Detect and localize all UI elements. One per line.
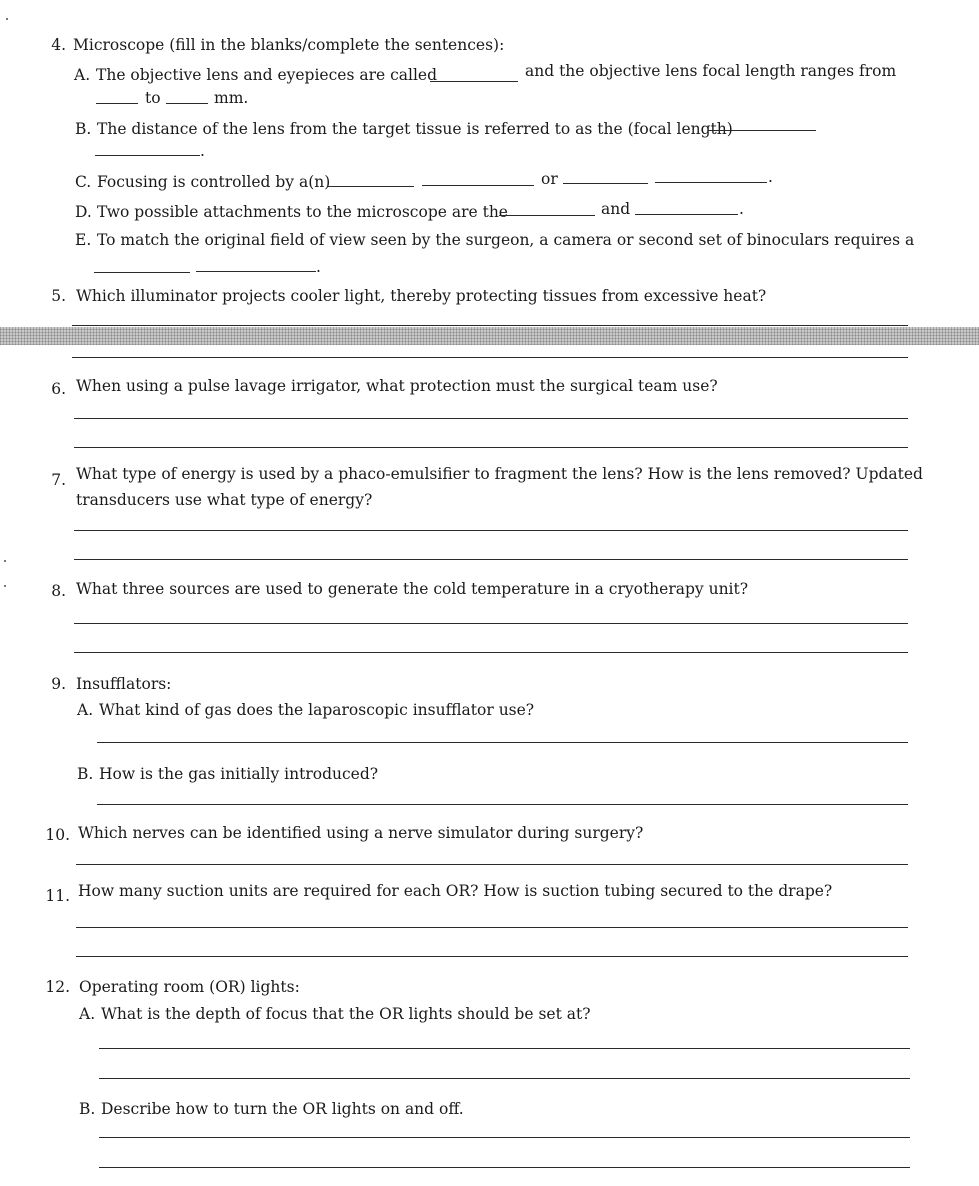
q4c-text: Focusing is controlled by a(n): [97, 173, 331, 191]
q9b-text: How is the gas initially introduced?: [99, 765, 379, 783]
answer-line[interactable]: [74, 559, 908, 560]
q12b-text: Describe how to turn the OR lights on and off.: [101, 1100, 464, 1118]
q4d-blank-2[interactable]: [635, 214, 738, 215]
question-number: 8.: [51, 582, 66, 600]
question-number: 4.: [51, 36, 66, 54]
q9a-text: What kind of gas does the laparoscopic insufflator use?: [99, 701, 535, 719]
answer-line[interactable]: [97, 742, 908, 743]
question-10-text: Which nerves can be identified using a nerve simulator during surgery?: [78, 824, 644, 842]
q12a-text: What is the depth of focus that the OR lights should be set at?: [101, 1005, 591, 1023]
q4d-blank-1[interactable]: [499, 215, 595, 216]
q9a-letter: A.: [77, 701, 94, 719]
q4b-end: .: [200, 142, 205, 160]
q4c-blank-1[interactable]: [328, 186, 414, 187]
q4e-blank-2[interactable]: [196, 271, 316, 272]
scan-artifact-band: [0, 327, 979, 345]
q4c-end: .: [768, 168, 773, 186]
question-number: 9.: [51, 675, 66, 693]
q4e-blank-1[interactable]: [94, 272, 190, 273]
question-number: 11.: [45, 887, 70, 905]
q4c-blank-3[interactable]: [563, 183, 648, 184]
q12a-letter: A.: [79, 1005, 96, 1023]
question-number: 5.: [51, 287, 66, 305]
question-12-title: Operating room (OR) lights:: [79, 978, 300, 996]
answer-line[interactable]: [76, 927, 908, 928]
question-number: 6.: [51, 380, 66, 398]
scan-speck: [4, 585, 6, 587]
answer-line[interactable]: [72, 325, 908, 326]
answer-line[interactable]: [99, 1078, 910, 1079]
q12b-letter: B.: [79, 1100, 96, 1118]
q4a-text-part2: and the objective lens focal length ranges from: [525, 62, 897, 80]
q4a-text-part1: The objective lens and eyepieces are called: [96, 66, 438, 84]
answer-line[interactable]: [74, 418, 908, 419]
q4d-end: .: [739, 200, 744, 218]
question-6-text: When using a pulse lavage irrigator, what protection must the surgical team use?: [76, 377, 718, 395]
q4b-letter: B.: [75, 120, 92, 138]
question-4-title: Microscope (fill in the blanks/complete the sentences):: [73, 36, 505, 54]
question-11-text: How many suction units are required for each OR? How is suction tubing secured to the drape?: [78, 882, 833, 900]
answer-line[interactable]: [99, 1048, 910, 1049]
answer-line[interactable]: [74, 652, 908, 653]
answer-line[interactable]: [97, 804, 908, 805]
question-7-line2: transducers use what type of energy?: [76, 491, 373, 509]
answer-line[interactable]: [74, 447, 908, 448]
q4d-text: Two possible attachments to the microscope are the: [97, 203, 508, 221]
q4c-blank-4[interactable]: [655, 182, 767, 183]
q4b-blank-2[interactable]: [95, 155, 200, 156]
q4a-text-part4: mm.: [214, 89, 249, 107]
answer-line[interactable]: [76, 956, 908, 957]
q4c-blank-2[interactable]: [422, 185, 534, 186]
answer-line[interactable]: [76, 864, 908, 865]
q4e-text: To match the original field of view seen by the surgeon, a camera or second set of binoculars requires a: [97, 231, 915, 249]
answer-line[interactable]: [74, 530, 908, 531]
scan-speck: [4, 560, 6, 562]
question-8-text: What three sources are used to generate the cold temperature in a cryotherapy unit?: [76, 580, 749, 598]
q4a-letter: A.: [74, 66, 91, 84]
q4d-and: and: [601, 200, 631, 218]
q4c-letter: C.: [75, 173, 92, 191]
answer-line[interactable]: [99, 1137, 910, 1138]
q4b-text: The distance of the lens from the target tissue is referred to as the (focal length): [97, 120, 733, 138]
q4b-blank-1[interactable]: [708, 130, 816, 131]
q4e-letter: E.: [75, 231, 92, 249]
q4d-letter: D.: [75, 203, 92, 221]
question-9-title: Insufflators:: [76, 675, 172, 693]
question-number: 7.: [51, 471, 66, 489]
answer-line[interactable]: [72, 357, 908, 358]
q4e-end: .: [316, 258, 321, 276]
question-7-line1: What type of energy is used by a phaco-emulsifier to fragment the lens? How is the lens removed? Updated: [76, 465, 923, 483]
question-number: 12.: [45, 978, 70, 996]
answer-line[interactable]: [99, 1167, 910, 1168]
q4a-text-part3: to: [145, 89, 161, 107]
q9b-letter: B.: [77, 765, 94, 783]
q4a-blank-3[interactable]: [166, 103, 208, 104]
question-number: 10.: [45, 826, 70, 844]
question-5-text: Which illuminator projects cooler light, thereby protecting tissues from excessive heat?: [76, 287, 767, 305]
q4a-blank-1[interactable]: [430, 81, 518, 82]
scan-speck: [6, 18, 8, 20]
q4a-blank-2[interactable]: [96, 103, 138, 104]
q4c-or: or: [541, 170, 558, 188]
answer-line[interactable]: [74, 623, 908, 624]
